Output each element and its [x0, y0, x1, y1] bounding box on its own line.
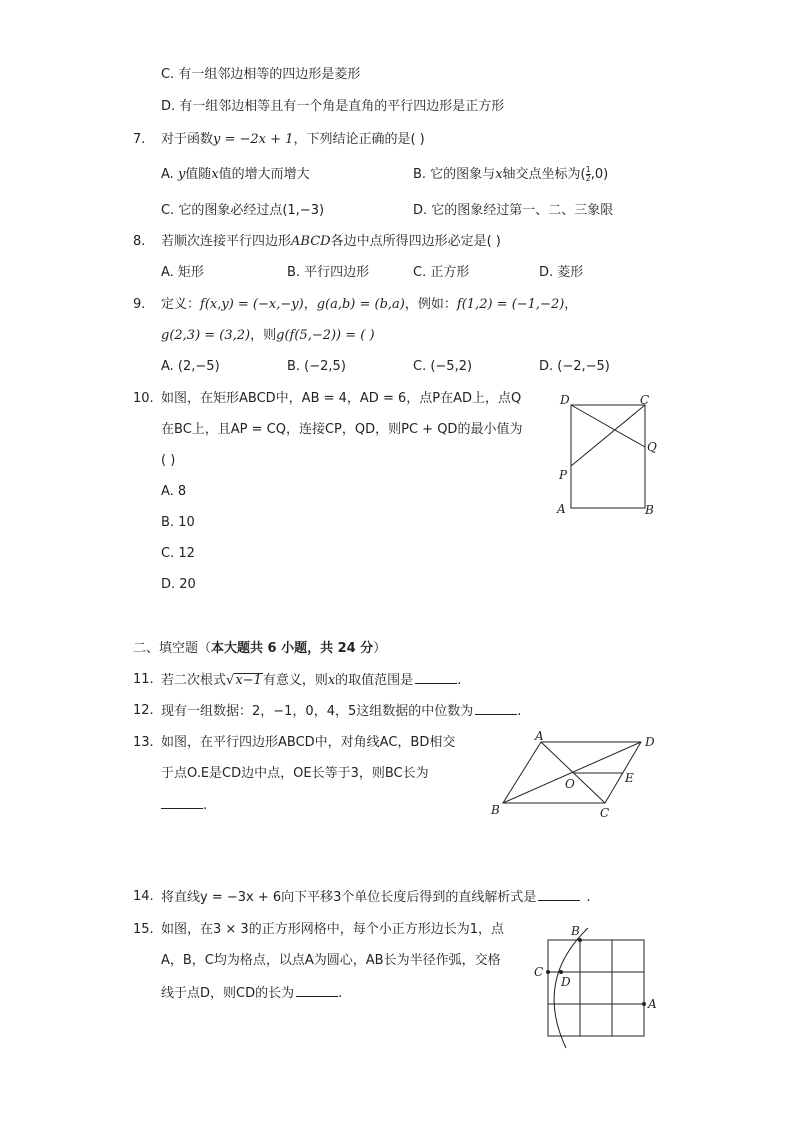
q14-text — [161, 888, 591, 907]
q14-number: 14. — [133, 889, 154, 904]
q9-l2-expr: g(f(5,−2)) = ( ) — [276, 328, 375, 343]
q7-stem — [161, 131, 425, 149]
frac-bottom: 2 — [585, 174, 591, 183]
label-d: D — [561, 975, 571, 989]
q7-equation: y = −2x + 1 — [213, 132, 294, 147]
q10-number: 10. — [133, 391, 154, 406]
q15-line3 — [161, 984, 342, 1003]
q15-answer-blank[interactable] — [296, 984, 338, 997]
label-p: P — [559, 468, 568, 482]
q10-option-c: C. 12 — [161, 546, 195, 561]
q9-l1-g: g(a,b) = (b,a) — [316, 297, 405, 312]
q8-option-c: C. 正方形 — [413, 265, 470, 280]
q7-option-a — [161, 166, 310, 184]
q14-end: . — [586, 890, 591, 905]
q14-text-a: 将直线y = −3x + 6向下平移3个单位长度后得到的直线解析式是 — [161, 890, 537, 905]
point-b — [578, 938, 582, 942]
q6-option-d: D. 有一组邻边相等且有一个角是直角的平行四边形是正方形 — [161, 99, 505, 114]
q8-option-b: B. 平行四边形 — [287, 265, 370, 280]
label-d: D — [560, 393, 570, 407]
q7-option-c: C. 它的图象必经过点(1,−3) — [161, 203, 325, 218]
q11-text — [161, 671, 461, 690]
q10-option-d: D. 20 — [161, 577, 196, 592]
q8-stem-b: 各边中点所得四边形必定是( ) — [330, 234, 501, 249]
q11-radicand: x−1 — [235, 673, 262, 688]
q7-number: 7. — [133, 132, 146, 147]
label-q: Q — [647, 440, 657, 454]
q13-line1: 如图，在平行四边形ABCD中，对角线AC，BD相交 — [161, 735, 456, 750]
q9-l1-b: ， — [303, 297, 317, 312]
q9-option-d: D. (−2,−5) — [539, 359, 610, 374]
label-a: A — [557, 502, 566, 516]
label-b: B — [645, 503, 654, 517]
point-a — [642, 1002, 646, 1006]
label-d: D — [645, 735, 655, 749]
q10-rectangle-figure — [552, 390, 672, 520]
q13-line2: 于点O.E是CD边中点，OE长等于3，则BC长为 — [161, 766, 429, 781]
q7-stem-a: 对于函数 — [161, 132, 214, 147]
section-title-b: 本大题共 6 小题，共 24 分 — [211, 641, 374, 656]
q15-end: . — [338, 986, 343, 1001]
q11-number: 11. — [133, 672, 154, 687]
q7-optA-b: 值随 — [185, 167, 212, 182]
q11-text-b: 有意义，则 — [262, 673, 328, 688]
q13-number: 13. — [133, 735, 154, 750]
q7-optA-x: x — [211, 167, 219, 182]
frac-top: 1 — [585, 165, 591, 174]
q7-optA-a: A. — [161, 167, 178, 182]
q7-optB-b: 轴交点坐标为( — [502, 167, 586, 182]
q12-end: . — [517, 704, 522, 719]
label-b: B — [571, 924, 580, 938]
q12-number: 12. — [133, 703, 154, 718]
q11-text-c: 的取值范围是 — [335, 673, 414, 688]
q12-text — [161, 702, 521, 721]
q13-answer-blank[interactable] — [161, 796, 203, 809]
section-2-title — [133, 640, 386, 658]
q10-line1: 如图，在矩形ABCD中，AB = 4，AD = 6，点P在AD上，点Q — [161, 391, 522, 406]
q8-abcd: ABCD — [291, 234, 331, 249]
section-title-c: ） — [373, 641, 387, 656]
point-d — [559, 970, 563, 974]
label-c: C — [534, 965, 544, 979]
q9-line2 — [161, 327, 375, 345]
label-o: O — [565, 777, 575, 791]
q11-answer-blank[interactable] — [415, 671, 457, 684]
q12-answer-blank[interactable] — [475, 702, 517, 715]
q8-number: 8. — [133, 234, 146, 249]
q7-optB-a: B. 它的图象与 — [413, 167, 496, 182]
q8-stem — [161, 233, 501, 251]
q7-optA-y: y — [177, 167, 186, 182]
q8-option-a: A. 矩形 — [161, 265, 204, 280]
q9-l2-a: ，则 — [250, 328, 277, 343]
q11-text-a: 若二次根式 — [161, 673, 227, 688]
q7-stem-b: ，下列结论正确的是( ) — [293, 132, 425, 147]
arc-from-a — [554, 928, 588, 1048]
q15-line2: A，B，C均为格点，以点A为圆心，AB长为半径作弧，交格 — [161, 953, 501, 968]
q10-option-a: A. 8 — [161, 484, 187, 499]
q10-line2: 在BC上，且AP = CQ，连接CP，QD，则PC + QD的最小值为 — [161, 422, 523, 437]
q9-l1-d: ， — [564, 297, 578, 312]
q8-stem-a: 若顺次连接平行四边形 — [161, 234, 292, 249]
q10-option-b: B. 10 — [161, 515, 195, 530]
q9-option-a: A. (2,−5) — [161, 359, 220, 374]
label-a: A — [648, 997, 657, 1011]
label-c: C — [600, 806, 610, 820]
q9-l2-ex: g(2,3) = (3,2) — [161, 328, 251, 343]
label-b: B — [491, 803, 500, 817]
q9-l1-a: 定义： — [161, 297, 201, 312]
q7-optB-x: x — [495, 167, 503, 182]
q8-option-d: D. 菱形 — [539, 265, 584, 280]
q9-number: 9. — [133, 297, 146, 312]
q7-optA-c: 值的增大而增大 — [218, 167, 310, 182]
label-e: E — [625, 771, 634, 785]
q9-l1-c: ，例如： — [404, 297, 457, 312]
q13-end: . — [203, 798, 208, 813]
q10-line3: ( ) — [161, 453, 176, 468]
q9-option-c: C. (−5,2) — [413, 359, 473, 374]
q15-grid-figure — [528, 920, 663, 1055]
q9-option-b: B. (−2,5) — [287, 359, 346, 374]
sqrt-sign: √ — [226, 673, 235, 688]
label-a: A — [535, 729, 544, 743]
q9-l1-f: f(x,y) = (−x,−y) — [200, 297, 304, 312]
segment-qd — [571, 405, 645, 447]
q7-option-b — [413, 166, 608, 184]
q15-line3-text: 线于点D，则CD的长为 — [161, 986, 295, 1001]
q7-option-d: D. 它的图象经过第一、二、三象限 — [413, 203, 614, 218]
q6-option-c: C. 有一组邻边相等的四边形是菱形 — [161, 67, 361, 82]
q13-parallelogram-figure — [485, 728, 665, 823]
q15-line1: 如图，在3 × 3的正方形网格中，每个小正方形边长为1，点 — [161, 922, 504, 937]
label-c: C — [640, 393, 650, 407]
point-c — [546, 970, 550, 974]
section-title-a: 二、填空题（ — [133, 641, 212, 656]
q9-line1 — [161, 296, 577, 314]
q12-text-a: 现有一组数据：2，−1，0，4，5这组数据的中位数为 — [161, 704, 474, 719]
q14-answer-blank[interactable] — [538, 888, 580, 901]
q15-number: 15. — [133, 922, 154, 937]
segment-pc — [571, 405, 645, 466]
q13-line3 — [161, 796, 207, 815]
q11-end: . — [457, 673, 462, 688]
q11-x: x — [327, 673, 336, 688]
q7-optB-c: ,0) — [590, 167, 609, 182]
q9-l1-ex: f(1,2) = (−1,−2) — [456, 297, 565, 312]
